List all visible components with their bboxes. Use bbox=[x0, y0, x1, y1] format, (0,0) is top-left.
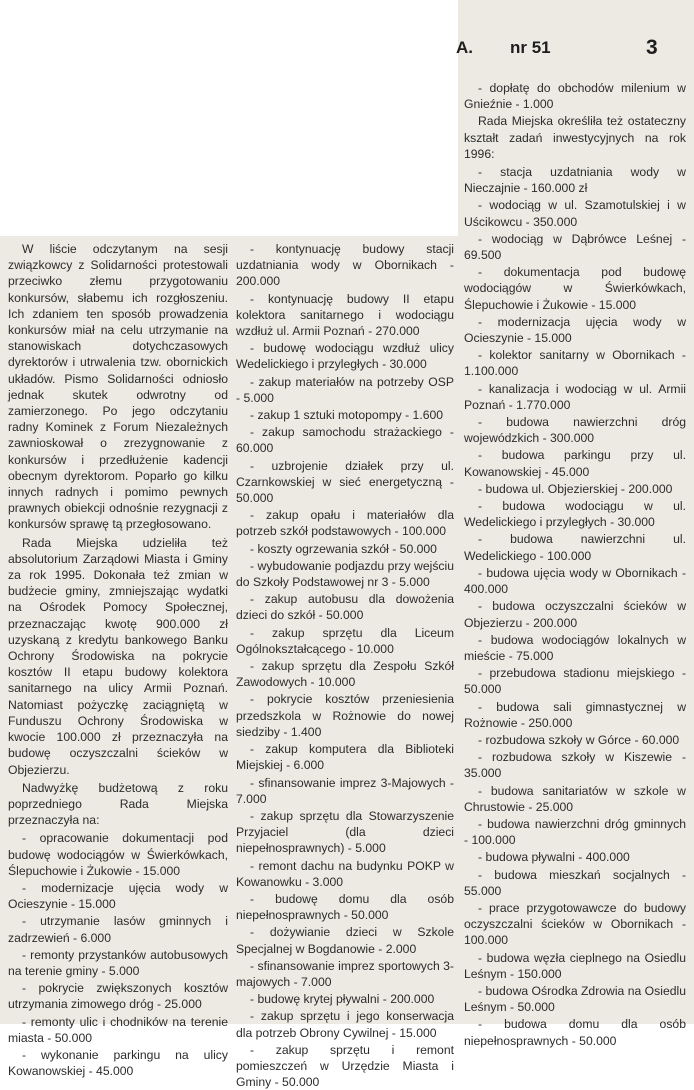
list-item: - sfinansowanie imprez sportowych 3-majowych - 7.000 bbox=[236, 958, 454, 989]
list-item: - wodociąg w Dąbrówce Leśnej - 69.500 bbox=[464, 231, 686, 263]
header-title-fragment: A. bbox=[456, 38, 473, 57]
list-item: - budowa ujęcia wody w Obornikach - 400.000 bbox=[464, 565, 686, 597]
list-item: - zakup sprzętu dla Stowarzyszenie Przyjaciel (dla dzieci niepełnosprawnych) - 5.000 bbox=[236, 808, 454, 856]
list-item: - remonty przystanków autobusowych na terenie gminy - 5.000 bbox=[8, 947, 228, 978]
list-item: - modernizacja ujęcia wody w Ocieszynie - 15.000 bbox=[464, 314, 686, 346]
list-item: - zakup samochodu strażackiego - 60.000 bbox=[236, 425, 454, 456]
list-item: - budowa parkingu przy ul. Kowanowskiej - 45.000 bbox=[464, 448, 686, 479]
list-item: - rozbudowa szkoły w Kiszewie - 35.000 bbox=[464, 750, 686, 781]
paragraph: Rada Miejska udzieliła też absolutorium Zarządowi Miasta i Gminy za rok 1995. Dokonała też zmian w budżecie gminy, zmniejszając wydatki na Ośrodek Pomocy Społecznej, przeznaczając kwotę 900.000 zł uzyskaną z kredytu bankowego Banku Ochrony Środowiska na pokrycie kosztów II etapu budowy kolektora sanitarnego na ulicy Armii Poznań. Natomiast pożyczkę zaciągniętą w Funduszu Ochrony Środowiska w kwocie 100.000 zł przeznaczyła na budowę oczyszczalni ścieków w Objezierzu. bbox=[8, 535, 228, 777]
list-item: - kanalizacja i wodociąg w ul. Armii Poznań - 1.770.000 bbox=[464, 381, 686, 412]
list-item: - wykonanie parkingu na ulicy Kowanowskiej - 45.000 bbox=[8, 1047, 228, 1079]
list-item: - kolektor sanitarny w Obornikach - 1.100.000 bbox=[464, 348, 686, 379]
list-item: - budowa mieszkań socjalnych - 55.000 bbox=[464, 867, 686, 898]
list-item: - dożywianie dzieci w Szkole Specjalnej w Bogdanowie - 2.000 bbox=[236, 925, 454, 956]
list-item: - budowa nawierzchni ul. Wedelickiego - 100.000 bbox=[464, 532, 686, 563]
list-item: - zakup 1 sztuki motopompy - 1.600 bbox=[250, 408, 444, 423]
list-item: - kontynuację budowy stacji uzdatniania wody w Obornikach - 200.000 bbox=[236, 242, 454, 289]
list-item: - budowa pływalni - 400.000 bbox=[478, 850, 630, 865]
list-item: - budowę wodociągu wzdłuż ulicy Wedelickiego i przyległych - 30.000 bbox=[236, 341, 454, 372]
list-item: - wybudowanie podjazdu przy wejściu do Szkoły Podstawowej nr 3 - 5.000 bbox=[236, 558, 454, 590]
list-item: - kontynuację budowy II etapu kolektora sanitarnego i wodociągu wzdłuż ul. Armii Poznań - 270.000 bbox=[236, 291, 454, 339]
list-item: - zakup sprzętu dla Liceum Ogólnokształcącego - 10.000 bbox=[236, 625, 454, 656]
list-item: - zakup komputera dla Biblioteki Miejskiej - 6.000 bbox=[236, 742, 454, 773]
list-item: - budowa domu dla osób niepełnosprawnych - 50.000 bbox=[464, 1017, 686, 1048]
list-item: - zakup autobusu dla dowożenia dzieci do szkół - 50.000 bbox=[236, 592, 454, 623]
list-item: - zakup sprzętu i jego konserwacja dla potrzeb Obrony Cywilnej - 15.000 bbox=[236, 1009, 454, 1040]
list-item: - prace przygotowawcze do budowy oczyszczalni ścieków w Obornikach - 100.000 bbox=[464, 900, 686, 948]
list-item: - sfinansowanie imprez 3-Majowych - 7.000 bbox=[236, 775, 454, 806]
issue-number: nr 51 bbox=[510, 38, 551, 57]
list-item: - budowa oczyszczalni ścieków w Objezierzu - 200.000 bbox=[464, 599, 686, 630]
list-item: - budowa wodociągu w ul. Wedelickiego i przyległych - 30.000 bbox=[464, 499, 686, 530]
list-item: - budowę domu dla osób niepełnosprawnych - 50.000 bbox=[236, 891, 454, 923]
article-column-3 bbox=[464, 80, 686, 1048]
list-item: - budowa ul. Objezierskiej - 200.000 bbox=[478, 481, 673, 496]
list-item: - pokrycie kosztów przeniesienia przedszkola w Rożnowie do nowej siedziby - 1.400 bbox=[236, 692, 454, 739]
list-item: - przebudowa stadionu miejskiego - 50.000 bbox=[464, 666, 686, 697]
article-column-1 bbox=[8, 241, 228, 1079]
list-item: - remonty ulic i chodników na terenie miasta - 50.000 bbox=[8, 1014, 228, 1045]
list-item: - opracowanie dokumentacji pod budowę wodociągów w Świerkówkach, Ślepuchowie i Żukowie - 15.000 bbox=[8, 831, 228, 878]
list-item: - zakup sprzętu i remont pomieszczeń w Urzędzie Miasta i Gminy - 50.000 bbox=[236, 1042, 454, 1090]
list-item: - koszty ogrzewania szkół - 50.000 bbox=[250, 541, 437, 556]
list-item: - pokrycie zwiększonych kosztów utrzymania zimowego dróg - 25.000 bbox=[8, 981, 228, 1012]
list-item: - budowa węzła cieplnego na Osiedlu Leśnym - 150.000 bbox=[464, 950, 686, 981]
page-number: 3 bbox=[646, 36, 658, 59]
page-header bbox=[456, 38, 686, 62]
list-item: - uzbrojenie działek przy ul. Czarnkowskiej w sieć energetyczną - 50.000 bbox=[236, 458, 454, 506]
list-item: - budowę krytej pływalni - 200.000 bbox=[250, 992, 435, 1007]
list-item: - dopłatę do obchodów milenium w Gnieźnie - 1.000 bbox=[464, 81, 686, 112]
list-item: - dokumentacja pod budowę wodociągów w Świerkówkach, Ślepuchowie i Żukowie - 15.000 bbox=[464, 265, 686, 312]
list-item: - zakup opału i materiałów dla potrzeb szkół podstawowych - 100.000 bbox=[236, 508, 454, 539]
list-item: - budowa Ośrodka Zdrowia na Osiedlu Leśnym - 50.000 bbox=[464, 983, 686, 1015]
list-item: - budowa sali gimnastycznej w Rożnowie - 250.000 bbox=[464, 699, 686, 730]
list-item: - stacja uzdatniania wody w Nieczajnie - 160.000 zł bbox=[464, 165, 686, 196]
list-item: - zakup sprzętu dla Zespołu Szkół Zawodowych - 10.000 bbox=[236, 659, 454, 690]
list-item: - budowa sanitariatów w szkole w Chrustowie - 25.000 bbox=[464, 783, 686, 814]
list-item: - wodociąg w ul. Szamotulskiej i w Uścikowcu - 350.000 bbox=[464, 198, 686, 229]
list-item: - budowa nawierzchni dróg gminnych - 100.000 bbox=[464, 816, 686, 848]
paragraph: Nadwyżkę budżetową z roku poprzedniego Rada Miejska przeznaczyła na: bbox=[8, 780, 228, 828]
list-item: - remont dachu na budynku POKP w Kowanowku - 3.000 bbox=[236, 858, 454, 889]
paragraph: Rada Miejska określiła też ostateczny kształt zadań inwestycyjnych na rok 1996: bbox=[464, 114, 686, 161]
list-item: - budowa nawierzchni dróg wojewódzkich - 300.000 bbox=[464, 415, 686, 446]
list-item: - budowa wodociągów lokalnych w mieście - 75.000 bbox=[464, 632, 686, 663]
list-item: - utrzymanie lasów gminnych i zadrzewień - 6.000 bbox=[8, 914, 228, 945]
list-item: - rozbudowa szkoły w Górce - 60.000 bbox=[478, 732, 680, 747]
article-column-2 bbox=[236, 241, 454, 1090]
list-item: - zakup materiałów na potrzeby OSP - 5.000 bbox=[236, 374, 454, 405]
paragraph: W liście odczytanym na sesji związkowcy z Solidarności protestowali przeciwko złemu przygotowaniu konkursów, słabemu ich rozgłoszeniu. Ich zdaniem ten sposób prowadzenia konkursów miał na celu utrzymanie na stanowiskach dotychczasowych dyrektorów i utrwalenia tzw. obornickich układów. Pismo Solidarności odniosło jednak skutek odwrotny od zamierzonego. Po jego odczytaniu radny Kominek z Forum Niezależnych zawnioskował o zrezygnowanie z konkursów i przedłużenie kadencji obecnym dyrektorom. Poparło go kilku innych radnych i pomimo pewnych prawnych obiekcji odnośnie rezygnacji z konkursów sprawę tą przegłosowano. bbox=[8, 242, 228, 532]
list-item: - modernizacje ujęcia wody w Ocieszynie - 15.000 bbox=[8, 880, 228, 912]
